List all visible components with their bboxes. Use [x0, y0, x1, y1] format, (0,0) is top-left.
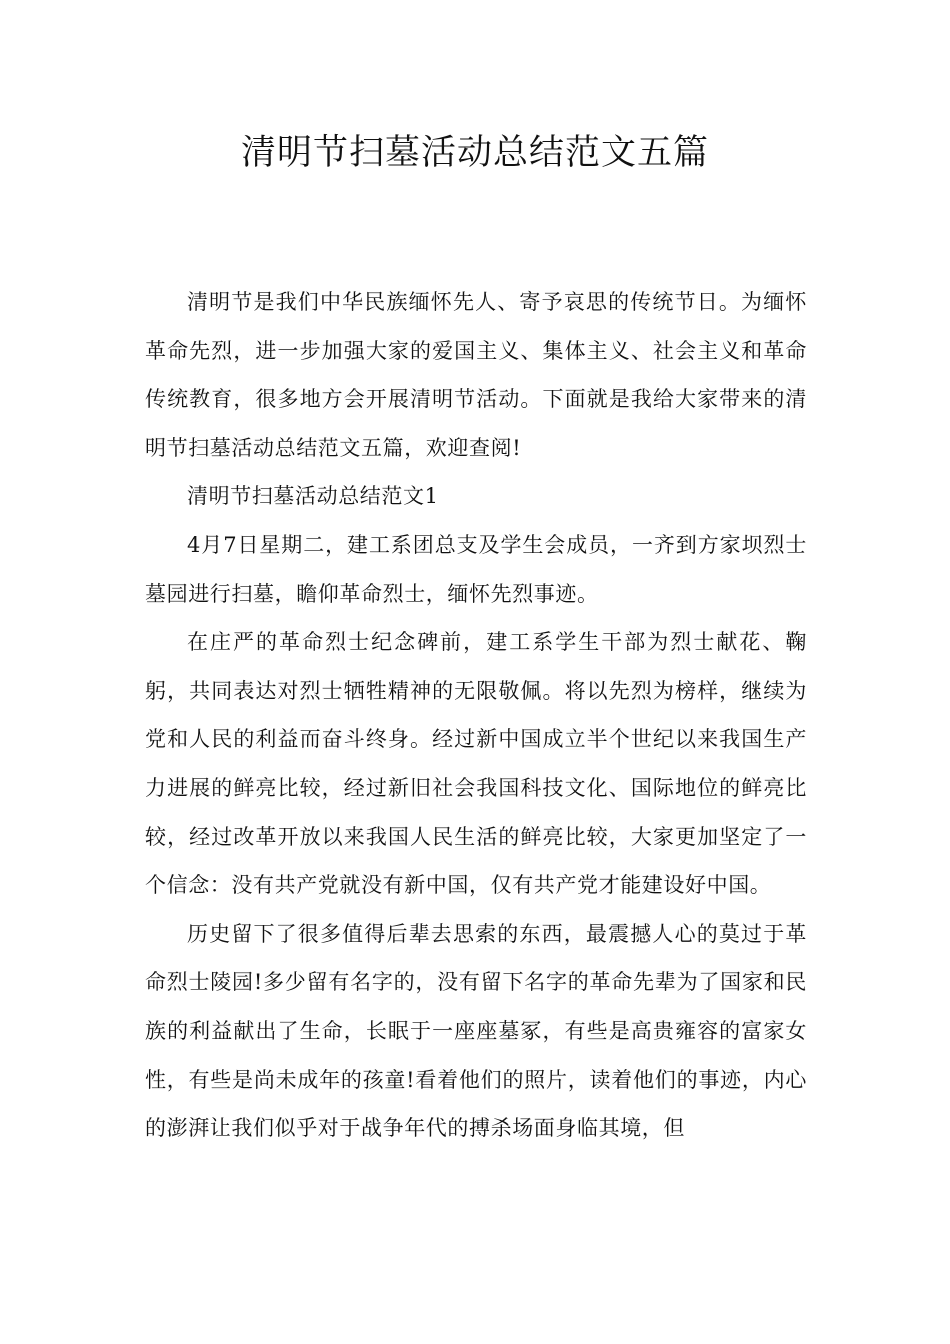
- paragraph-history: 历史留下了很多值得后辈去思索的东西，最震撼人心的莫过于革命烈士陵园!多少留有名字的，没有留下名字的革命先辈为了国家和民族的利益献出了生命，长眠于一座座墓冢，有些是高贵雍容的富家女性，有些是尚未成年的孩童!看着他们的照片，读着他们的事迹，内心的澎湃让我们似乎对于战争年代的搏杀场面身临其境，但: [145, 921, 807, 1141]
- document-title: 清明节扫墓活动总结范文五篇: [240, 133, 709, 173]
- paragraph-event: 4月7日星期二，建工系团总支及学生会成员，一齐到方家坝烈士墓园进行扫墓，瞻仰革命烈士，缅怀先烈事迹。: [145, 532, 807, 606]
- section-heading-1: 清明节扫墓活动总结范文1: [187, 484, 439, 509]
- paragraph-memorial: 在庄严的革命烈士纪念碑前，建工系学生干部为烈士献花、鞠躬，共同表达对烈士牺牲精神的无限敬佩。将以先烈为榜样，继续为党和人民的利益而奋斗终身。经过新中国成立半个世纪以来我国生产力进展的鲜亮比较，经过新旧社会我国科技文化、国际地位的鲜亮比较，经过改革开放以来我国人民生活的鲜亮比较，大家更加坚定了一个信念：没有共产党就没有新中国，仅有共产党才能建设好中国。: [145, 630, 807, 898]
- paragraph-intro: 清明节是我们中华民族缅怀先人、寄予哀思的传统节日。为缅怀革命先烈，进一步加强大家的爱国主义、集体主义、社会主义和革命传统教育，很多地方会开展清明节活动。下面就是我给大家带来的清明节扫墓活动总结范文五篇，欢迎查阅!: [145, 290, 807, 460]
- document-body: [145, 278, 807, 1153]
